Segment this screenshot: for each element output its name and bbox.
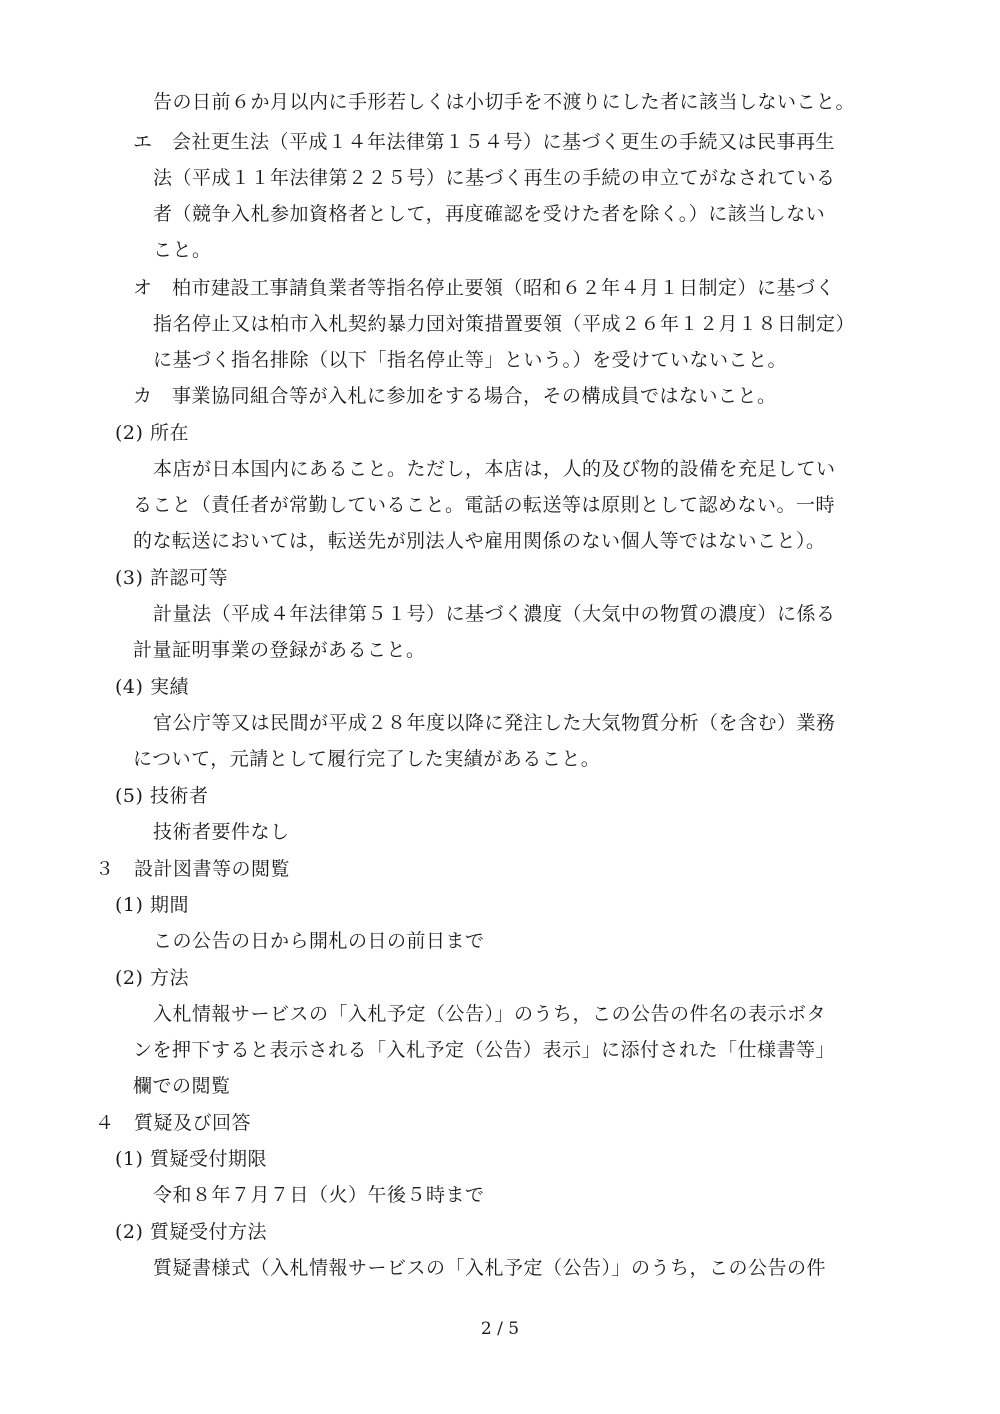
text-line: 者（競争入札参加資格者として，再度確認を受けた者を除く。）に該当しない <box>153 203 826 225</box>
section-heading: (1) 質疑受付期限 <box>115 1148 267 1170</box>
text-line: 指名停止又は柏市入札契約暴力団対策措置要領（平成２６年１２月１８日制定） <box>153 313 856 335</box>
text-line: 技術者要件なし <box>153 821 290 843</box>
chapter-heading: ４ 質疑及び回答 <box>95 1112 252 1134</box>
text-line: 告の日前６か月以内に手形若しくは小切手を不渡りにした者に該当しないこと。 <box>153 91 856 113</box>
text-line: 令和８年７月７日（火）午後５時まで <box>153 1184 485 1206</box>
section-heading: (2) 方法 <box>115 967 189 989</box>
text-line: 本店が日本国内にあること。ただし，本店は，人的及び物的設備を充足してい <box>153 458 836 480</box>
item-o: オ 柏市建設工事請負業者等指名停止要領（昭和６２年４月１日制定）に基づく <box>133 277 836 299</box>
section-heading: (2) 質疑受付方法 <box>115 1221 267 1243</box>
text-line: 官公庁等又は民間が平成２８年度以降に発注した大気物質分析（を含む）業務 <box>153 712 836 734</box>
text-line: に基づく指名排除（以下「指名停止等」という。）を受けていないこと。 <box>153 349 788 371</box>
chapter-heading: ３ 設計図書等の閲覧 <box>95 858 291 880</box>
section-heading: (4) 実績 <box>115 676 189 698</box>
section-heading: (2) 所在 <box>115 422 189 444</box>
text-line: 欄での閲覧 <box>133 1075 231 1097</box>
section-heading: (1) 期間 <box>115 894 189 916</box>
text-line: ること（責任者が常勤していること。電話の転送等は原則として認めない。一時 <box>133 494 836 516</box>
text-line: この公告の日から開札の日の前日まで <box>153 930 485 952</box>
section-heading: (3) 許認可等 <box>115 567 228 589</box>
item-e: エ 会社更生法（平成１４年法律第１５４号）に基づく更生の手続又は民事再生 <box>133 131 836 153</box>
section-heading: (5) 技術者 <box>115 785 209 807</box>
text-line: ンを押下すると表示される「入札予定（公告）表示」に添付された「仕様書等」 <box>133 1039 836 1061</box>
page-number: 2 / 5 <box>480 1319 520 1339</box>
text-line: 計量証明事業の登録があること。 <box>133 639 426 661</box>
text-line: 入札情報サービスの「入札予定（公告）」のうち，この公告の件名の表示ボタ <box>153 1003 827 1025</box>
text-line: 法（平成１１年法律第２２５号）に基づく再生の手続の申立てがなされている <box>153 167 836 189</box>
text-line: 計量法（平成４年法律第５１号）に基づく濃度（大気中の物質の濃度）に係る <box>153 603 836 625</box>
text-line: 的な転送においては，転送先が別法人や雇用関係のない個人等ではないこと）。 <box>133 530 826 552</box>
text-line: 質疑書様式（入札情報サービスの「入札予定（公告）」のうち，この公告の件 <box>153 1257 827 1279</box>
text-line: こと。 <box>153 239 212 261</box>
item-ka: カ 事業協同組合等が入札に参加をする場合，その構成員ではないこと。 <box>133 385 777 407</box>
text-line: について，元請として履行完了した実績があること。 <box>133 748 601 770</box>
